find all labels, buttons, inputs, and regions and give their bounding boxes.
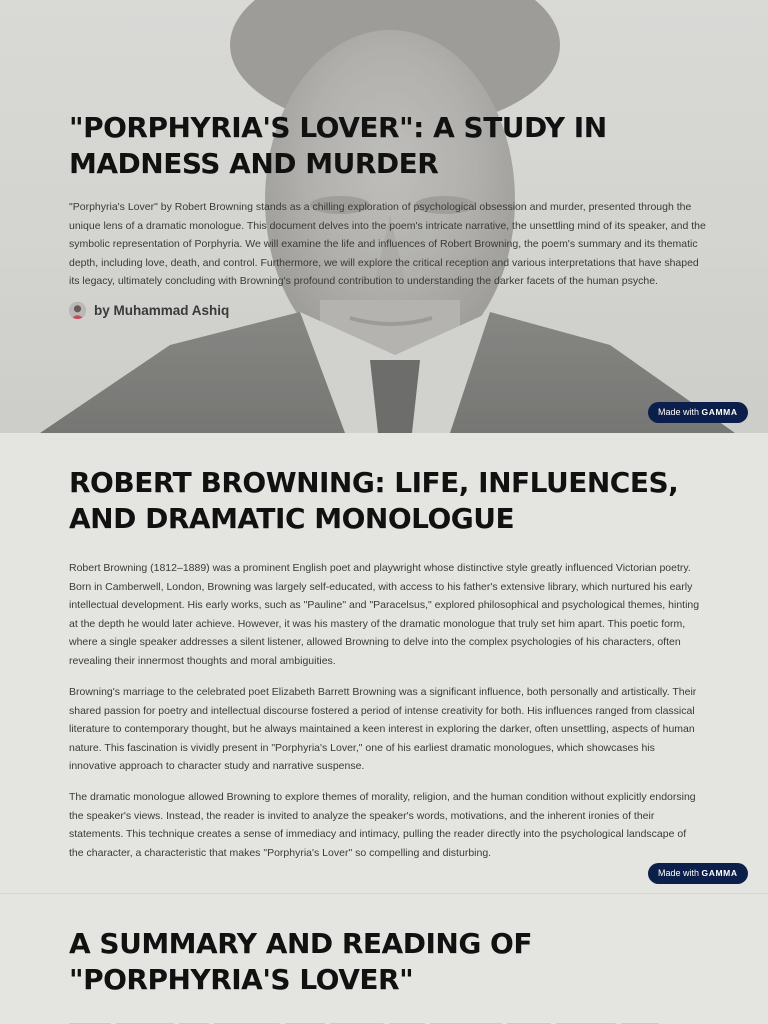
author-byline xyxy=(69,302,229,319)
badge-brand: GAMMA xyxy=(701,868,738,878)
page-title: "PORPHYRIA'S LOVER": A STUDY IN MADNESS AND MURDER xyxy=(69,111,607,180)
section-title-summary: A SUMMARY AND READING OF "PORPHYRIA'S LOVER" xyxy=(69,927,532,996)
browning-paragraph-3: The dramatic monologue allowed Browning to explore themes of morality, religion, and the human condition without explicitly endorsing the speaker's views. Instead, the reader is invited to analyze the speaker's words, motivations, and the inherent ironies of their statements. This technique creates a sense of immediacy and intimacy, pulling the reader directly into the psychological landscape of the character, a characteristic that makes "Porphyria's Lover" so compelling and disturbing. xyxy=(69,791,696,859)
section-divider xyxy=(0,893,768,894)
badge-prefix: Made with xyxy=(658,868,700,878)
author-name: by Muhammad Ashiq xyxy=(94,303,230,318)
made-with-gamma-badge-2[interactable] xyxy=(648,863,748,884)
badge-prefix: Made with xyxy=(658,407,700,417)
cut-off-text-line xyxy=(69,1016,699,1024)
badge-brand: GAMMA xyxy=(701,407,738,417)
browning-paragraph-1: Robert Browning (1812–1889) was a prominent English poet and playwright whose distinctive style greatly influenced Victorian poetry. Born in Camberwell, London, Browning was largely self-educated, with access to his father's extensive library, which nurtured his early intellectual development. His early works, such as "Pauline" and "Paracelsus," explored philosophical and psychological themes, hinting at the depth he would later achieve. However, it was his mastery of the dramatic monologue that truly set him apart. This poetic form, where a single speaker addresses a silent listener, allowed Browning to delve into the complex psychologies of his characters, often revealing their innermost thoughts and moral ambiguities. xyxy=(69,562,700,667)
section-title-browning: ROBERT BROWNING: LIFE, INFLUENCES, AND DRAMATIC MONOLOGUE xyxy=(69,466,679,535)
browning-paragraph-2: Browning's marriage to the celebrated poet Elizabeth Barrett Browning was a significant influence, both personally and artistically. Their shared passion for poetry and intellectual discourse fostered a period of intense creativity for both. His influences ranged from classical literature to contemporary thought, but he always maintained a keen interest in exploring the darker, often unsettling, aspects of human nature. This fascination is vividly present in "Porphyria's Lover," one of his earliest dramatic monologues, which showcases his innovative approach to character study and narrative suspense. xyxy=(69,686,697,773)
made-with-gamma-badge[interactable] xyxy=(648,402,748,423)
intro-paragraph: "Porphyria's Lover" by Robert Browning stands as a chilling exploration of psychological obsession and murder, presented through the unique lens of a dramatic monologue. This document delves into the poem's intricate narrative, the unsettling mind of its speaker, and the symbolic representation of Porphyria. We will examine the life and influences of Robert Browning, the poem's summary and its thematic depth, including love, death, and control. Furthermore, we will explore the critical reception and various interpretations that have shaped its legacy, ultimately concluding with Browning's profound contribution to understanding the darker facets of the human psyche. xyxy=(69,201,706,288)
author-avatar xyxy=(69,302,86,319)
